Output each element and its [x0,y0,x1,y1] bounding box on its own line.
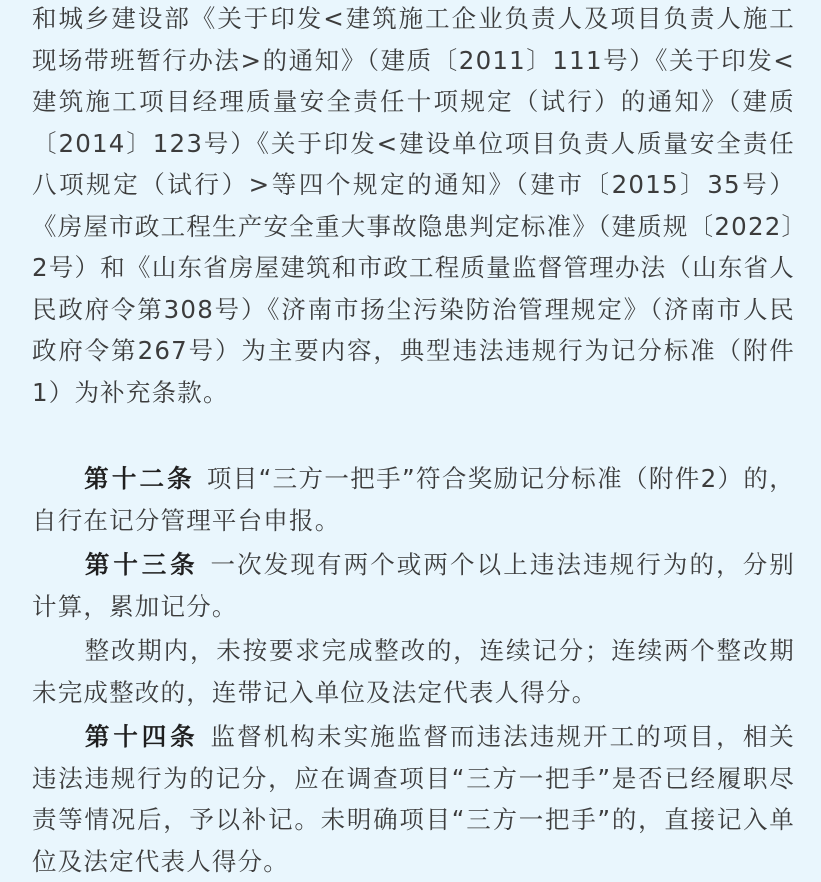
article-14-label: 第十四条 [84,722,199,751]
article-13-paragraph [32,544,795,627]
article-12-paragraph [32,458,795,541]
article-13-continuation-text: 整改期内，未按要求完成整改的，连续记分；连续两个整改期未完成整改的，连带记入单位及法定代表人得分。 [32,636,795,707]
article-12-label: 第十二条 [84,464,195,493]
article-12-text: 项目“三方一把手”符合奖励记分标准（附件2）的，自行在记分管理平台申报。 [32,464,795,535]
article-14-text: 监督机构未实施监督而违法违规开工的项目，相关违法违规行为的记分，应在调查项目“三方一把手”是否已经履职尽责等情况后，予以补记。未明确项目“三方一把手”的，直接记入单位及法定代表人得分。 [32,722,796,876]
intro-paragraph: 和城乡建设部《关于印发<建筑施工企业负责人及项目负责人施工现场带班暂行办法>的通知》（建质〔2011〕111号）《关于印发<建筑施工项目经理质量安全责任十项规定（试行）的通知》（建质〔2014〕123号）《关于印发<建设单位项目负责人质量安全责任八项规定（试行）>等四个规定的通知》（建市〔2015〕35号）《房屋市政工程生产安全重大事故隐患判定标准》（建质规〔2022〕2号）和《山东省房屋建筑和市政工程质量监督管理办法（山东省人民政府令第308号）《济南市扬尘污染防治管理规定》（济南市人民政府令第267号）为主要内容，典型违法违规行为记分标准（附件1）为补充条款。 [32,4,795,407]
article-13-text: 一次发现有两个或两个以上违法违规行为的，分别计算，累加记分。 [32,550,796,621]
article-13-label: 第十三条 [84,550,199,579]
article-14-paragraph [32,716,795,882]
article-13-continuation-paragraph [32,630,795,713]
